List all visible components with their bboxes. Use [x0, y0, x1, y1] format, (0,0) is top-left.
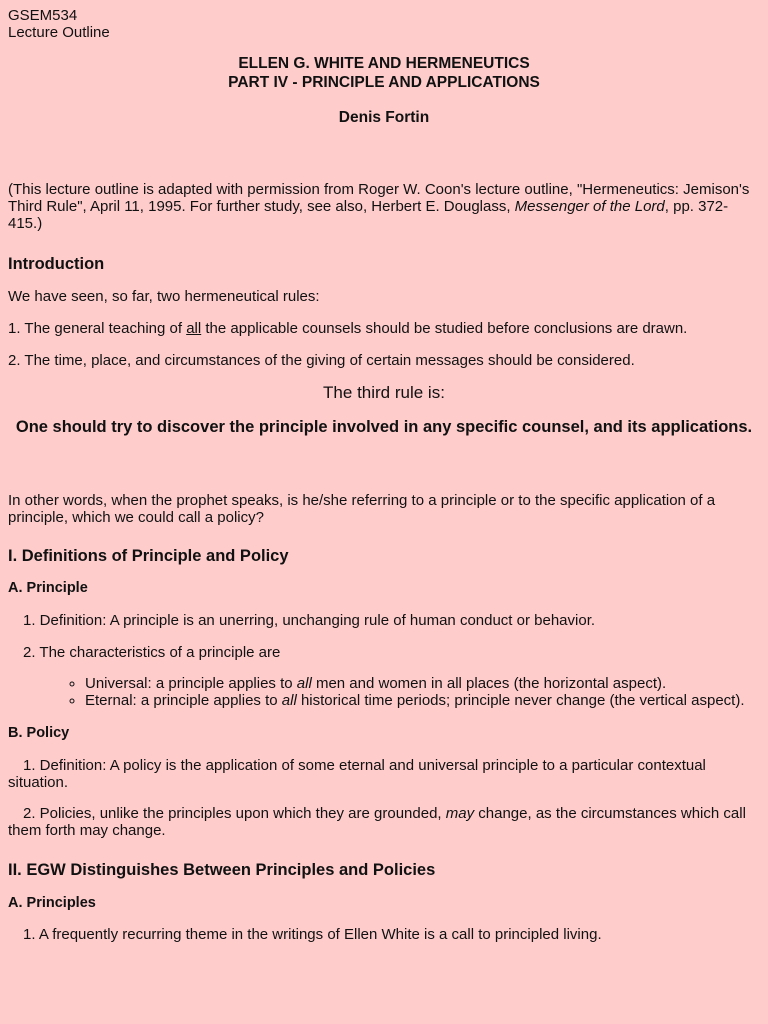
other-words-paragraph: In other words, when the prophet speaks, is he/she referring to a principle or to the specific application of a principle, which we could call a policy? — [8, 492, 716, 526]
author-name: Denis Fortin — [338, 109, 430, 126]
rule-2: 2. The time, place, and circumstances of the giving of certain messages should be considered. — [8, 352, 635, 369]
principle-characteristics: 2. The characteristics of a principle are — [23, 644, 281, 661]
eternal-emphasis: all — [281, 692, 297, 709]
list-item-eternal — [85, 692, 760, 709]
source-note-text: (This lecture outline is adapted with permission from Roger W. Coon's lecture outline, "Hermeneutics: Jemison's Third Rule", April 11, 1995. For further study, see also, Herbert E. Douglass, — [8, 181, 750, 215]
policy-change-text: 2. Policies, unlike the principles upon which they are grounded, — [23, 805, 446, 822]
third-rule-label: The third rule is: — [323, 383, 445, 402]
third-rule-statement: One should try to discover the principle involved in any specific counsel, and its applications. — [15, 418, 753, 436]
policy-change-emphasis: may — [445, 805, 475, 822]
universal-rest: men and women in all places (the horizontal aspect). — [311, 675, 667, 692]
characteristics-list — [8, 675, 760, 709]
rule-1 — [8, 320, 760, 337]
introduction-heading: Introduction — [8, 255, 105, 273]
policy-change — [8, 805, 760, 839]
eternal-rest: historical time periods; principle never change (the vertical aspect). — [296, 692, 745, 709]
course-code: GSEM534 — [8, 7, 78, 24]
eternal-text: Eternal: a principle applies to — [85, 692, 282, 709]
document-type: Lecture Outline — [8, 24, 110, 41]
principled-living: 1. A frequently recurring theme in the writings of Ellen White is a call to principled living. — [23, 926, 602, 943]
title-line-2: PART IV - PRINCIPLE AND APPLICATIONS — [228, 74, 540, 91]
source-note-pages: , pp. 372-415.) — [8, 198, 729, 232]
source-note — [8, 181, 760, 232]
universal-text: Universal: a principle applies to — [85, 675, 297, 692]
rule-1-rest: the applicable counsels should be studied before conclusions are drawn. — [201, 320, 688, 337]
policy-change-rest: change, as the circumstances which call them forth may change. — [8, 805, 746, 839]
policy-heading: B. Policy — [8, 725, 70, 741]
principles-heading: A. Principles — [8, 895, 96, 911]
section-1-heading: I. Definitions of Principle and Policy — [8, 547, 289, 565]
book-title: Messenger of the Lord — [514, 198, 665, 215]
universal-emphasis: all — [296, 675, 312, 692]
rule-1-emphasis: all — [186, 320, 202, 337]
list-item-universal — [85, 675, 760, 692]
title-line-1: ELLEN G. WHITE AND HERMENEUTICS — [238, 55, 530, 72]
principle-definition: 1. Definition: A principle is an unerring, unchanging rule of human conduct or behavior. — [23, 612, 596, 629]
document-page — [8, 7, 760, 943]
policy-definition: 1. Definition: A policy is the application of some eternal and universal principle to a particular contextual situation. — [8, 757, 706, 791]
rule-1-text: 1. The general teaching of — [8, 320, 187, 337]
principle-heading: A. Principle — [8, 580, 88, 596]
intro-lead: We have seen, so far, two hermeneutical rules: — [8, 288, 320, 305]
section-2-heading: II. EGW Distinguishes Between Principles and Policies — [8, 861, 436, 879]
